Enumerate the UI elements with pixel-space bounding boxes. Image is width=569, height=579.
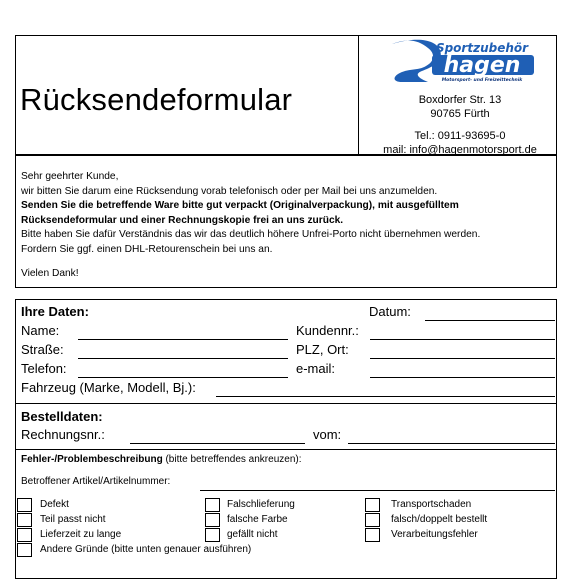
intro-bold2: Rücksendeformular und einer Rechnungskopie frei an uns zurück. [21, 214, 344, 226]
vehicle-field[interactable] [216, 396, 555, 397]
option-gefaellt-nicht: gefällt nicht [227, 529, 278, 540]
invoice-no-label: Rechnungsnr.: [21, 427, 105, 442]
option-transportschaden: Transportschaden [391, 499, 472, 510]
option-falsche-farbe: falsche Farbe [227, 514, 288, 525]
checkbox-defekt[interactable] [17, 498, 32, 512]
option-falsch-doppelt: falsch/doppelt bestellt [391, 514, 488, 525]
option-falschlieferung: Falschlieferung [227, 499, 295, 510]
address-city: 90765 Fürth [430, 108, 490, 120]
address-mail: mail: info@hagenmotorsport.de [383, 144, 537, 156]
company-logo [388, 38, 536, 84]
address-street: Boxdorfer Str. 13 [418, 94, 502, 106]
address-phone: Tel.: 0911-93695-0 [414, 130, 506, 142]
customer-no-label: Kundennr.: [296, 323, 359, 338]
checkbox-falsch-doppelt[interactable] [365, 513, 380, 527]
from-field[interactable] [348, 443, 555, 444]
phone-field[interactable] [78, 377, 288, 378]
affected-item-field[interactable] [200, 490, 555, 491]
option-verarbeitungsfehler: Verarbeitungsfehler [391, 529, 478, 540]
svg-text:Motorsport- und Freizeittechni: Motorsport- und Freizeittechnik [441, 78, 523, 83]
name-field[interactable] [78, 339, 288, 340]
divider-order [15, 403, 557, 404]
intro-bold1: Senden Sie die betreffende Ware bitte gut verpackt (Originalverpackung), mit ausgefülltem [21, 200, 459, 212]
option-teil-passt-nicht: Teil passt nicht [40, 514, 106, 525]
checkbox-transportschaden[interactable] [365, 498, 380, 512]
invoice-no-field[interactable] [130, 443, 305, 444]
divider-problem [15, 449, 557, 450]
your-data-heading: Ihre Daten: [21, 304, 89, 319]
intro-greeting: Sehr geehrter Kunde, [21, 171, 119, 182]
svg-text:hagen: hagen [443, 53, 521, 78]
affected-item-label: Betroffener Artikel/Artikelnummer: [21, 476, 171, 487]
zip-city-label: PLZ, Ort: [296, 342, 349, 357]
email-field[interactable] [370, 377, 555, 378]
problem-heading-line [21, 454, 302, 465]
name-label: Name: [21, 323, 60, 338]
checkbox-teil-passt-nicht[interactable] [17, 513, 32, 527]
checkbox-lieferzeit[interactable] [17, 528, 32, 542]
vehicle-label: Fahrzeug (Marke, Modell, Bj.): [21, 380, 196, 395]
checkbox-falsche-farbe[interactable] [205, 513, 220, 527]
from-label: vom: [313, 427, 342, 442]
intro-thanks: Vielen Dank! [21, 267, 79, 279]
page-title: Rücksendeformular [20, 82, 293, 117]
order-data-heading: Bestelldaten: [21, 409, 103, 424]
intro-text [21, 170, 551, 281]
intro-line2: Bitte haben Sie dafür Verständnis das wir das deutlich höhere Unfrei-Porto nicht übernehmen werden. [21, 229, 481, 241]
checkbox-gefaellt-nicht[interactable] [205, 528, 220, 542]
email-label: e-mail: [296, 361, 336, 376]
date-label: Datum: [369, 304, 411, 319]
checkbox-verarbeitungsfehler[interactable] [365, 528, 380, 542]
intro-line1: wir bitten Sie darum eine Rücksendung vorab telefonisch oder per Mail bei uns anzumelden. [21, 185, 438, 197]
phone-label: Telefon: [21, 361, 67, 376]
svg-text:Sportzubehör: Sportzubehör [435, 41, 529, 55]
problem-hint: (bitte betreffendes ankreuzen): [162, 454, 302, 465]
intro-line3: Fordern Sie ggf. einen DHL-Retourenschein bei uns an. [21, 243, 273, 255]
option-andere-gruende: Andere Gründe (bitte unten genauer ausführen) [40, 544, 252, 555]
problem-heading: Fehler-/Problembeschreibung [21, 454, 163, 465]
option-defekt: Defekt [40, 499, 69, 510]
checkbox-andere-gruende[interactable] [17, 543, 32, 557]
street-field[interactable] [78, 358, 288, 359]
customer-no-field[interactable] [370, 339, 555, 340]
street-label: Straße: [21, 342, 64, 357]
logo-swoosh-icon [388, 38, 536, 84]
date-field[interactable] [425, 320, 555, 321]
option-lieferzeit: Lieferzeit zu lange [40, 529, 122, 540]
zip-city-field[interactable] [370, 358, 555, 359]
checkbox-falschlieferung[interactable] [205, 498, 220, 512]
